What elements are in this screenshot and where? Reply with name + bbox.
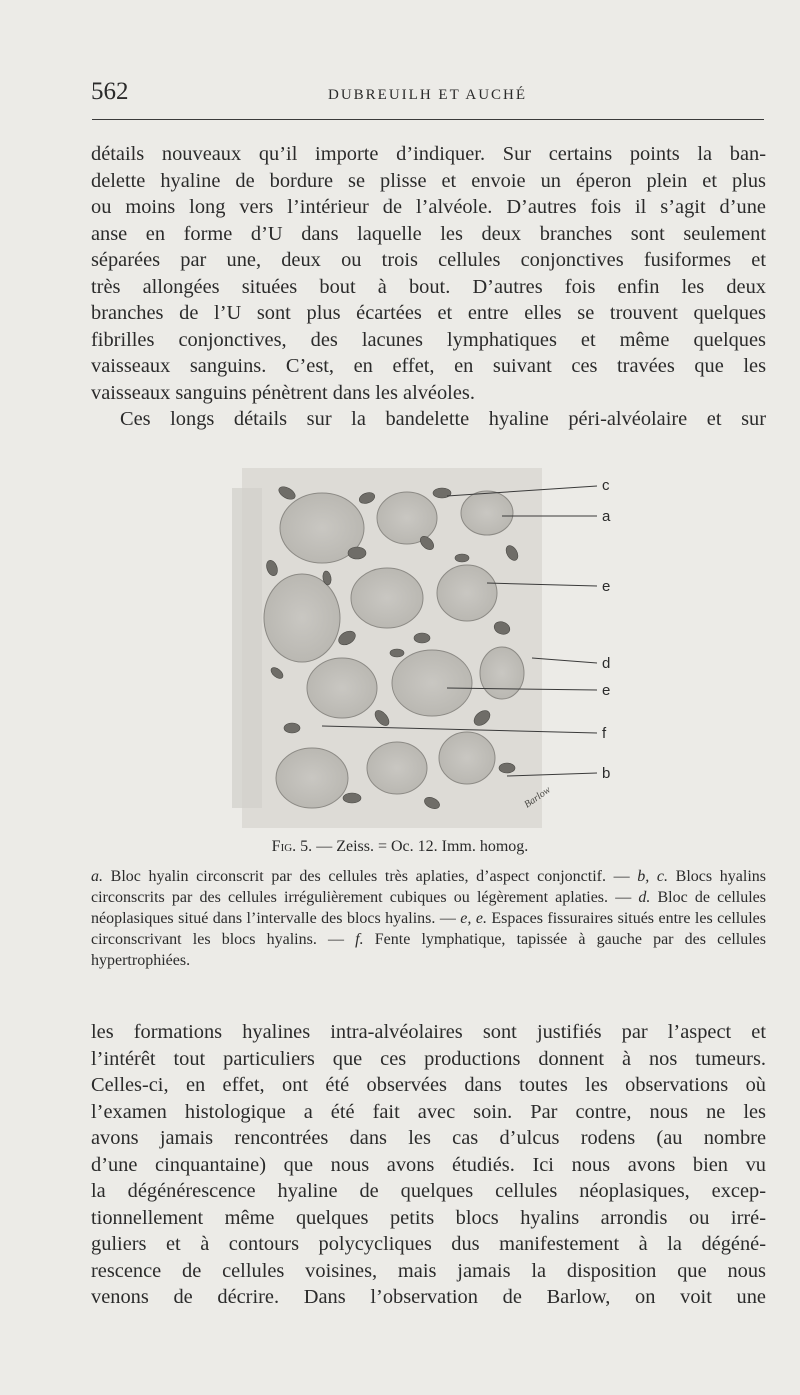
figure-label-d: d: [602, 655, 611, 672]
text-line: les formations hyalines intra-alvéolaires sont justifiés par l’aspect et: [91, 1021, 766, 1043]
text-line: l’intérêt tout particuliers que ces productions donnent à nos tumeurs.: [91, 1047, 766, 1070]
text-line: rescence de cellules voisines, mais jamais la disposition que nous: [91, 1259, 766, 1282]
figure-label-e: e: [602, 578, 611, 595]
page-number: 562: [91, 78, 129, 105]
figure-label-a: a: [602, 508, 611, 525]
legend-text-bc: Blocs hyalins circonscrits par des cellules irrégulièrement cubiques ou légèrement aplaties. —: [91, 868, 766, 906]
text-line: vaisseaux sanguins pénètrent dans les alvéoles.: [91, 381, 475, 404]
text-line: venons de décrire. Dans l’observation de Barlow, on voit une: [91, 1286, 766, 1308]
artist-signature: Barlow: [522, 784, 553, 811]
histology-illustration: [232, 458, 652, 836]
legend-text-d: Bloc de cellules néoplasiques situé dans l’intervalle des blocs hyalins. —: [91, 889, 766, 927]
legend-key-bc: b, c.: [637, 868, 669, 885]
legend-key-ee: e, e.: [460, 910, 487, 927]
text-line: la dégénérescence hyaline de quelques cellules néoplasiques, excep-: [91, 1180, 766, 1202]
text-line: d’une cinquantaine) que nous avons étudiés. Ici nous avons bien vu: [91, 1153, 766, 1176]
text-line: très allongées situées bout à bout. D’autres fois enfin les deux: [91, 275, 766, 298]
legend-text-a: Bloc hyalin circonscrit par des cellules très aplaties, d’aspect conjonctif. —: [103, 868, 638, 885]
figure-label-f: f: [602, 725, 607, 742]
text-line: tionnellement même quelques petits blocs hyalins arrondis ou irré-: [91, 1206, 766, 1229]
histology-figure: [232, 458, 652, 836]
text-line: fibrilles conjonctives, des lacunes lymphatiques et même quelques: [91, 328, 766, 351]
text-line: Celles-ci, en effet, ont été observées dans toutes les observations où: [91, 1074, 766, 1096]
top-paragraph: [91, 141, 766, 433]
text-line: vaisseaux sanguins. C’est, en effet, en suivant ces travées que les: [91, 355, 766, 377]
legend-key-d: d.: [638, 889, 651, 906]
text-line: branches de l’U sont plus écartées et entre elles se trouvent quelques: [91, 302, 766, 324]
figure-number: Fig. 5.: [271, 838, 313, 855]
header-rule: [92, 119, 764, 120]
text-line: delette hyaline de bordure se plisse et envoie un éperon plein et plus: [91, 169, 766, 192]
bottom-paragraph: [91, 1019, 766, 1311]
figure-caption-text: — Zeiss. = Oc. 12. Imm. homog.: [312, 838, 529, 855]
text-line: guliers et à contours polycycliques dus manifestement à la dégéné-: [91, 1233, 766, 1255]
text-line: séparées par une, deux ou trois cellules conjonctives fusiformes et: [91, 249, 766, 271]
figure-legend: [91, 866, 766, 971]
text-line: détails nouveaux qu’il importe d’indiquer. Sur certains points la ban-: [91, 143, 766, 165]
legend-text-f: Fente lymphatique, tapissée à gauche par des cellules hypertrophiées.: [91, 931, 766, 969]
text-line: l’examen histologique a été fait avec soin. Par contre, nous ne les: [91, 1100, 766, 1123]
running-head: DUBREUILH ET AUCHÉ: [328, 87, 528, 103]
figure-label-e: e: [602, 682, 611, 699]
text-line: avons jamais rencontrées dans les cas d’ulcus rodens (au nombre: [91, 1127, 766, 1149]
figure-label-b: b: [602, 765, 611, 782]
figure-label-c: c: [602, 477, 610, 494]
figure-caption: [0, 838, 800, 856]
text-line: anse en forme d’U dans laquelle les deux branches sont seulement: [91, 222, 766, 245]
legend-key-f: f.: [355, 931, 364, 948]
legend-key-a: a.: [91, 868, 103, 885]
text-line: Ces longs détails sur la bandelette hyaline péri-alvéolaire et sur: [120, 408, 766, 430]
text-line: ou moins long vers l’intérieur de l’alvéole. D’autres fois il s’agit d’une: [91, 196, 766, 218]
legend-text-ee: Espaces fissuraires situés entre les cellules circonscrivant les blocs hyalins. —: [91, 910, 766, 948]
